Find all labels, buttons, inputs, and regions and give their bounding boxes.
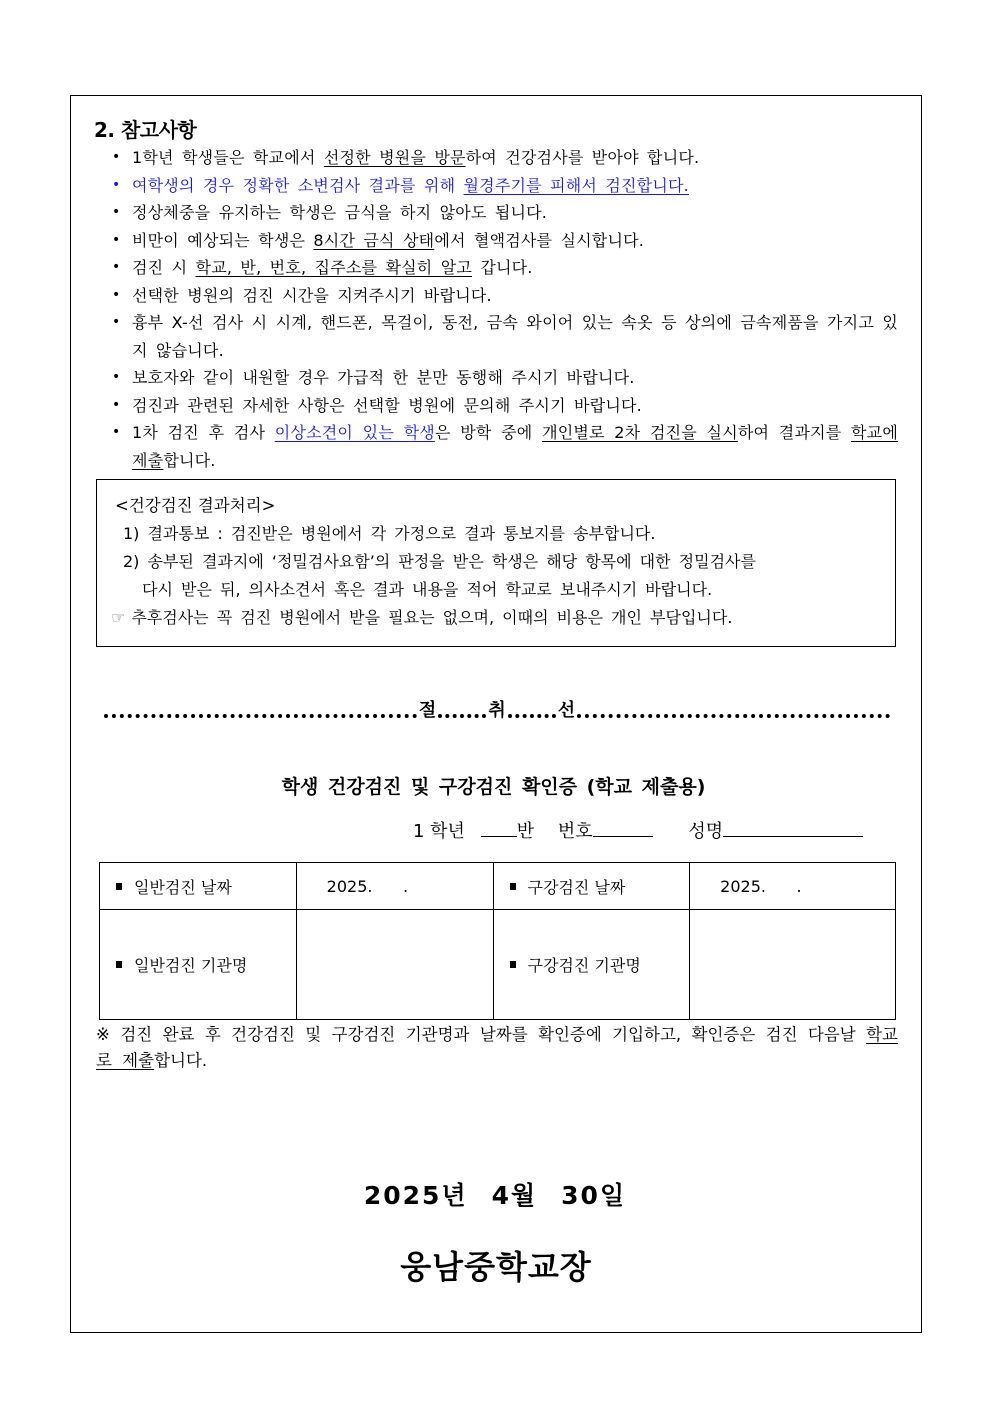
note-item: • 흉부 X-선 검사 시 시계, 핸드폰, 목걸이, 동전, 금속 와이어 있는 속옷 등 상의에 금속제품을 가지고 있지 않습니다. (112, 309, 898, 364)
cut-line (104, 700, 890, 722)
cut-char-1: 절 (418, 700, 437, 721)
general-date-label-cell: 일반검진 날짜 (100, 863, 297, 910)
square-bullet-icon (116, 961, 122, 968)
result-line-4-text: 추후검사는 꼭 검진 병원에서 받을 필요는 없으며, 이때의 비용은 개인 부담입니다. (131, 608, 733, 627)
result-line-1: 1) 결과통보 : 검진받은 병원에서 각 가정으로 결과 통보지를 송부합니다. (123, 524, 656, 543)
class-field[interactable] (481, 819, 517, 837)
pointing-hand-icon: ☞ (111, 608, 126, 627)
cut-dots-mid-1 (438, 714, 486, 718)
confirmation-table (99, 862, 896, 1020)
note-item: • 선택한 병원의 검진 시간을 지켜주시기 바랍니다. (112, 282, 898, 310)
number-label: 번호 (557, 821, 593, 842)
cut-char-3: 선 (557, 700, 576, 721)
form-footnote: ※ 검진 완료 후 건강검진 및 구강검진 기관명과 날짜를 확인증에 기입하고, 확인증은 검진 다음날 학교로 제출합니다. (96, 1025, 898, 1070)
dental-date-label-cell: 구강검진 날짜 (493, 863, 690, 910)
square-bullet-icon (510, 883, 516, 890)
note-item: • 1차 검진 후 검사 이상소견이 있는 학생은 방학 중에 개인별로 2차 검진을 실시하여 결과지를 학교에 제출합니다. (112, 419, 898, 474)
dental-date-field[interactable]: 2025. . (690, 863, 896, 910)
bullet-icon: • (112, 369, 121, 385)
note-item: • 비만이 예상되는 학생은 8시간 금식 상태에서 혈액검사를 실시합니다. (112, 227, 898, 255)
bullet-icon: • (112, 176, 121, 193)
cut-dots-mid-2 (508, 714, 556, 718)
bullet-icon: • (112, 396, 121, 413)
square-bullet-icon (510, 961, 516, 968)
bullet-icon: • (112, 424, 121, 440)
grade-label: 1 학년 (413, 821, 465, 842)
cut-char-2: 취 (488, 700, 506, 721)
result-line-3: 다시 받은 뒤, 의사소견서 혹은 결과 내용을 적어 학교로 보내주시기 바랍니다. (142, 580, 713, 599)
class-label: 반 (516, 821, 535, 842)
student-info-line (413, 817, 863, 843)
bullet-icon: • (112, 286, 121, 303)
name-field[interactable] (723, 819, 863, 837)
result-processing-box (96, 479, 896, 647)
form-title: 학생 건강검진 및 구강검진 확인증 (학교 제출용) (281, 776, 706, 798)
sign-day: 30일 (561, 1181, 627, 1210)
note-item: • 검진 시 학교, 반, 번호, 집주소를 확실히 알고 갑니다. (112, 254, 898, 282)
result-box-title: <건강검진 결과처리> (115, 496, 276, 515)
dental-inst-field[interactable] (690, 910, 896, 1020)
result-line-4 (111, 604, 881, 632)
principal-signature: 웅남중학교장 (400, 1248, 592, 1286)
number-field[interactable] (593, 819, 653, 837)
bullet-icon: • (112, 204, 121, 220)
name-label: 성명 (688, 821, 724, 842)
sign-year: 2025년 (363, 1181, 468, 1210)
note-item: • 여학생의 경우 정확한 소변검사 결과를 위해 월경주기를 피해서 검진합니다. (112, 172, 898, 200)
bullet-icon: • (112, 149, 121, 165)
section-title: 2. 참고사항 (94, 118, 197, 142)
table-row (100, 910, 896, 1020)
square-bullet-icon (116, 883, 122, 890)
result-line-2: 2) 송부된 결과지에 ‘정밀검사요함’의 판정을 받은 학생은 해당 항목에 대한 정밀검사를 (123, 552, 756, 571)
notes-list (112, 144, 898, 474)
table-row (100, 863, 896, 910)
bullet-icon: • (112, 259, 121, 275)
dental-inst-label-cell: 구강검진 기관명 (493, 910, 690, 1020)
cut-dots-right (577, 714, 890, 718)
sign-month: 4월 (491, 1181, 538, 1210)
signature-date (0, 1176, 992, 1212)
bullet-icon: • (112, 231, 121, 248)
note-item: • 보호자와 같이 내원할 경우 가급적 한 분만 동행해 주시기 바랍니다. (112, 364, 898, 392)
general-date-field[interactable]: 2025. . (296, 863, 493, 910)
bullet-icon: • (112, 314, 121, 330)
cut-dots-left (104, 714, 417, 718)
general-inst-field[interactable] (296, 910, 493, 1020)
general-inst-label-cell: 일반검진 기관명 (100, 910, 297, 1020)
note-item: • 정상체중을 유지하는 학생은 금식을 하지 않아도 됩니다. (112, 199, 898, 227)
note-item: • 1학년 학생들은 학교에서 선정한 병원을 방문하여 건강검사를 받아야 합니다. (112, 144, 898, 172)
note-item: • 검진과 관련된 자세한 사항은 선택할 병원에 문의해 주시기 바랍니다. (112, 392, 898, 420)
